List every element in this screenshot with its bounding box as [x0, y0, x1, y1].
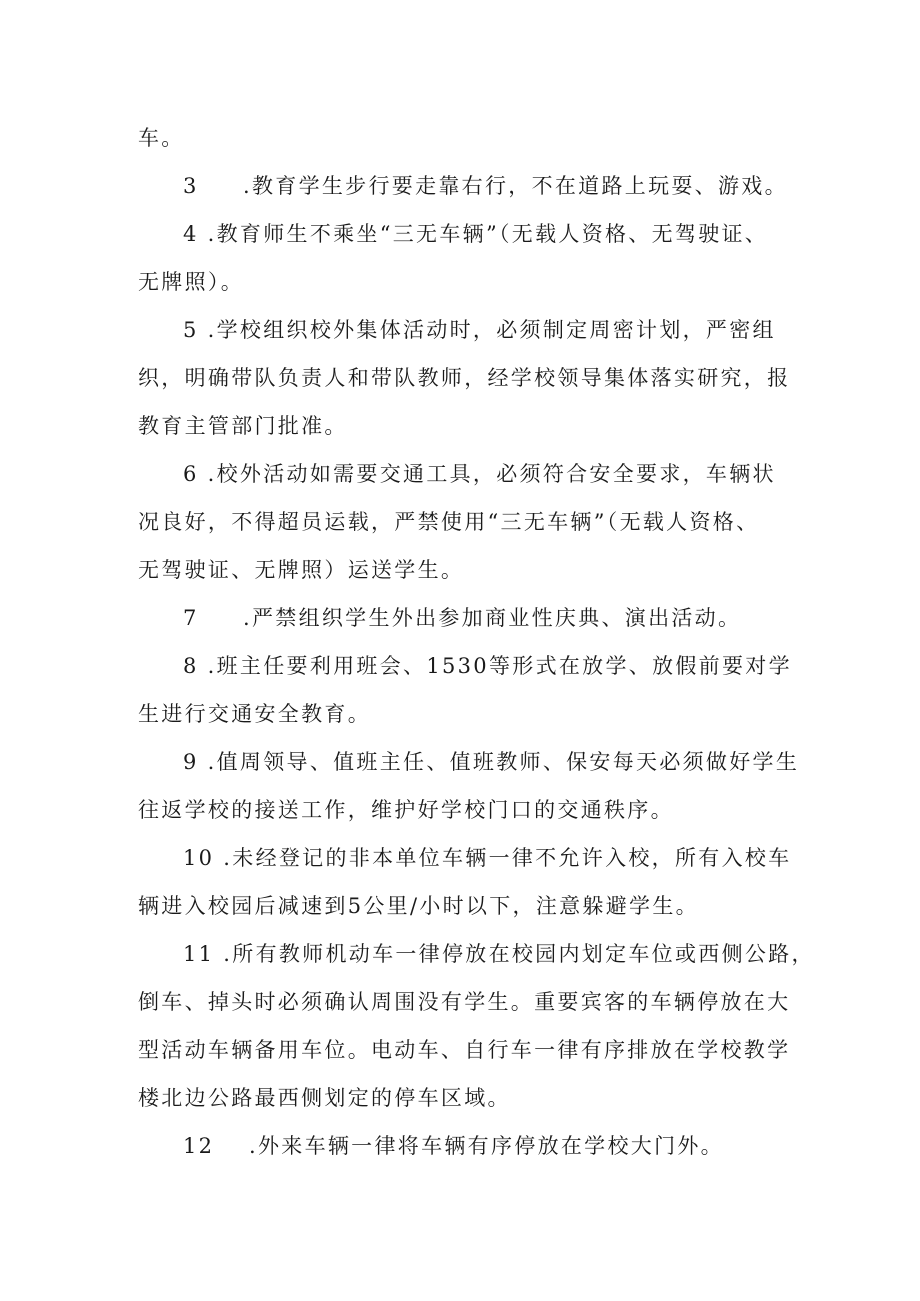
text-line-6: 织，明确带队负责人和带队教师，经学校领导集体落实研究，报: [138, 366, 791, 390]
text-line-16: 10 .未经登记的非本单位车辆一律不允许入校，所有入校车: [138, 834, 802, 882]
item-number: 7: [183, 606, 199, 630]
text-line-8: 6 .校外活动如需要交通工具，必须符合安全要求，车辆状: [138, 450, 802, 498]
text-line-10: 无驾驶证、无牌照）运送学生。: [138, 558, 465, 582]
text-line-14: 9 .值周领导、值班主任、值班教师、保安每天必须做好学生: [138, 738, 802, 786]
text-line-22: 12 .外来车辆一律将车辆有序停放在学校大门外。: [138, 1122, 802, 1170]
text-line-15: 往返学校的接送工作，维护好学校门口的交通秩序。: [138, 798, 674, 822]
text-line-5: 5 .学校组织校外集体活动时，必须制定周密计划，严密组: [138, 306, 802, 354]
item-number: 6: [183, 462, 199, 486]
text-line-1: 车。: [138, 126, 185, 150]
text-line-20: 型活动车辆备用车位。电动车、自行车一律有序排放在学校教学: [138, 1038, 791, 1062]
text-line-18: 11 .所有教师机动车一律停放在校园内划定车位或西侧公路，: [138, 930, 802, 978]
text-line-3: 4 .教育师生不乘坐“三无车辆”（无载人资格、无驾驶证、: [138, 210, 802, 258]
item-number: 5: [183, 318, 199, 342]
document-body: [138, 114, 815, 1170]
item-number: 8: [183, 654, 199, 678]
text-line-4: 无牌照）。: [138, 270, 244, 294]
text-line-9: 况良好，不得超员运载，严禁使用“三无车辆”（无载人资格、: [138, 510, 760, 534]
item-number: 11: [183, 942, 215, 966]
item-number: 3: [183, 174, 199, 198]
text-line-2: 3 .教育学生步行要走靠右行，不在道路上玩耍、游戏。: [138, 162, 802, 210]
text-line-17: 辆进入校园后减速到5公里/小时以下，注意躲避学生。: [138, 894, 699, 918]
text-line-7: 教育主管部门批准。: [138, 414, 348, 438]
item-number: 12: [183, 1134, 215, 1158]
text-line-12: 8 .班主任要利用班会、1530等形式在放学、放假前要对学: [138, 642, 802, 690]
text-line-11: 7 .严禁组织学生外出参加商业性庆典、演出活动。: [138, 594, 802, 642]
text-line-13: 生进行交通安全教育。: [138, 702, 371, 726]
item-number: 9: [183, 750, 199, 774]
item-number: 4: [183, 222, 199, 246]
text-line-21: 楼北边公路最西侧划定的停车区域。: [138, 1086, 511, 1110]
text-line-19: 倒车、掉头时必须确认周围没有学生。重要宾客的车辆停放在大: [138, 990, 791, 1014]
item-number: 10: [183, 846, 215, 870]
